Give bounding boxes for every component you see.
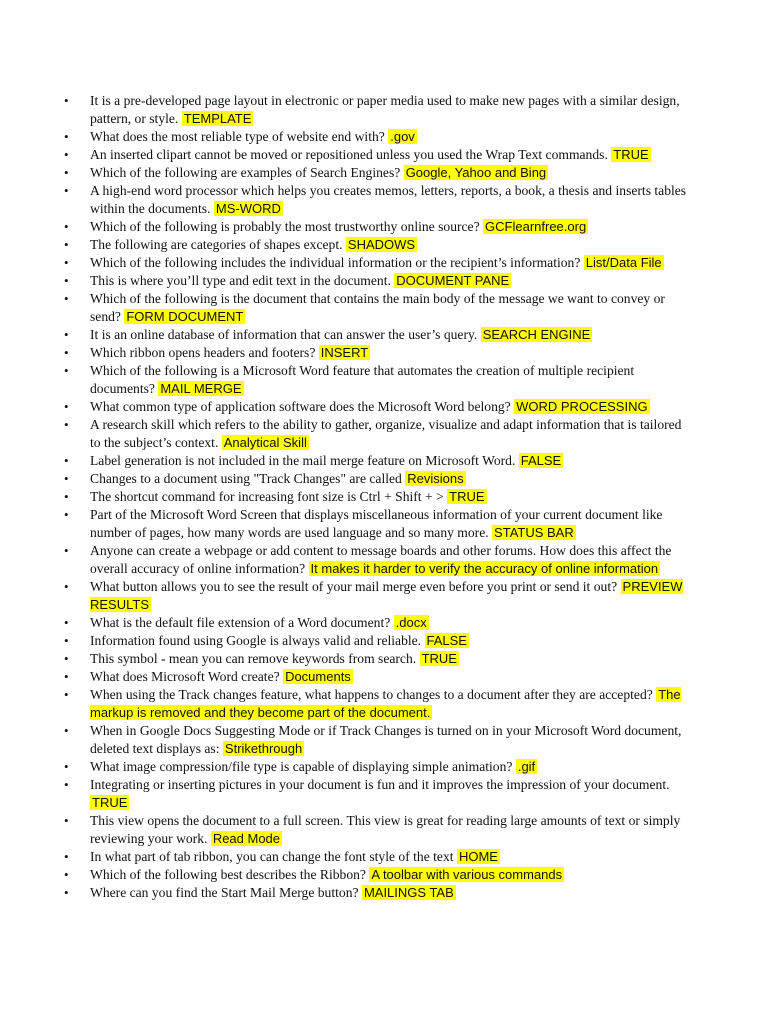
bullet-icon: • [64,399,69,414]
answer-highlight: FORM DOCUMENT [126,309,244,324]
bullet-icon: • [64,543,69,558]
list-item [0,398,768,416]
answer-highlight: TRUE [613,147,649,162]
question-text: Changes to a document using "Track Changes" are called [90,471,402,486]
answer-highlight: .docx [395,615,427,630]
list-item [0,848,768,866]
question-text: Information found using Google is always valid and reliable. [90,633,422,648]
bullet-icon: • [64,615,69,630]
answer-highlight: It makes it harder to verify the accuracy of online information [310,561,659,576]
answer-highlight: MAIL MERGE [160,381,242,396]
list-item [0,218,768,236]
list-item [0,866,768,884]
list-item [0,650,768,668]
answer-highlight: TRUE [421,651,457,666]
question-text: This symbol - mean you can remove keywords from search. [90,651,417,666]
question-text: Anyone can create a webpage or add content to message boards and other forums. How does this affect the overall accuracy of online information? [90,543,672,576]
bullet-icon: • [64,885,69,900]
bullet-icon: • [64,579,69,594]
question-text: Which of the following includes the individual information or the recipient’s information? [90,255,581,270]
bullet-icon: • [64,237,69,252]
list-item [0,128,768,146]
answer-highlight: FALSE [426,633,467,648]
list-item [0,470,768,488]
question-text: Part of the Microsoft Word Screen that displays miscellaneous information of your current document like number of pages, how many words are used language and so many more. [90,507,663,540]
answer-highlight: A toolbar with various commands [371,867,563,882]
question-text: What button allows you to see the result of your mail merge even before you print or send it out? [90,579,618,594]
list-item [0,254,768,272]
list-item [0,668,768,686]
bullet-icon: • [64,255,69,270]
bullet-icon: • [64,471,69,486]
answer-highlight: DOCUMENT PANE [396,273,510,288]
answer-highlight: SEARCH ENGINE [482,327,591,342]
bullet-icon: • [64,777,69,792]
answer-highlight: STATUS BAR [494,525,574,540]
bullet-icon: • [64,687,69,702]
answer-highlight: Analytical Skill [223,435,307,450]
list-item [0,758,768,776]
bullet-icon: • [64,453,69,468]
list-item [0,272,768,290]
answer-highlight: .gif [517,759,536,774]
list-item [0,488,768,506]
list-item [0,776,768,812]
question-text: The shortcut command for increasing font size is Ctrl + Shift + > [90,489,444,504]
question-text: It is an online database of information that can answer the user’s query. [90,327,478,342]
question-text: Which of the following best describes the Ribbon? [90,867,366,882]
bullet-icon: • [64,813,69,828]
question-text: What does Microsoft Word create? [90,669,280,684]
bullet-icon: • [64,291,69,306]
list-item [0,884,768,902]
question-text: In what part of tab ribbon, you can change the font style of the text [90,849,454,864]
qa-list [0,92,768,902]
list-item [0,326,768,344]
list-item [0,290,768,326]
list-item [0,812,768,848]
list-item [0,578,768,614]
question-text: Which of the following is a Microsoft Word feature that automates the creation of multiple recipient documents? [90,363,635,396]
list-item [0,542,768,578]
question-text: The following are categories of shapes except. [90,237,343,252]
answer-highlight: Documents [285,669,351,684]
question-text: It is a pre-developed page layout in electronic or paper media used to make new pages with a similar design, pattern, or style. [90,93,680,126]
question-text: What is the default file extension of a Word document? [90,615,391,630]
answer-highlight: List/Data File [585,255,662,270]
answer-highlight: SHADOWS [347,237,416,252]
question-text: Which of the following are examples of Search Engines? [90,165,401,180]
question-text: When in Google Docs Suggesting Mode or if Track Changes is turned on in your Microsoft Word document, deleted text displays as: [90,723,682,756]
question-text: Which of the following is probably the most trustworthy online source? [90,219,480,234]
question-text: Label generation is not included in the mail merge feature on Microsoft Word. [90,453,516,468]
bullet-icon: • [64,345,69,360]
bullet-icon: • [64,93,69,108]
list-item [0,362,768,398]
answer-highlight: Read Mode [212,831,281,846]
bullet-icon: • [64,147,69,162]
answer-highlight: INSERT [320,345,369,360]
answer-highlight: Google, Yahoo and Bing [405,165,547,180]
answer-highlight: PREVIEW RESULTS [90,579,683,612]
list-item [0,236,768,254]
answer-highlight: MAILINGS TAB [363,885,454,900]
bullet-icon: • [64,867,69,882]
question-text: This is where you’ll type and edit text in the document. [90,273,391,288]
bullet-icon: • [64,129,69,144]
answer-highlight: WORD PROCESSING [516,399,648,414]
answer-highlight: The markup is removed and they become part of the document. [90,687,681,720]
list-item [0,506,768,542]
bullet-icon: • [64,219,69,234]
list-item [0,182,768,218]
answer-highlight: TRUE [449,489,485,504]
answer-highlight: .gov [390,129,415,144]
bullet-icon: • [64,651,69,666]
list-item [0,164,768,182]
answer-highlight: FALSE [520,453,562,468]
bullet-icon: • [64,327,69,342]
question-text: This view opens the document to a full screen. This view is great for reading large amounts of text or simply reviewing your work. [90,813,681,846]
bullet-icon: • [64,489,69,504]
list-item [0,452,768,470]
bullet-icon: • [64,849,69,864]
bullet-icon: • [64,723,69,738]
bullet-icon: • [64,183,69,198]
question-text: Which ribbon opens headers and footers? [90,345,316,360]
answer-highlight: TEMPLATE [183,111,252,126]
list-item [0,344,768,362]
list-item [0,686,768,722]
bullet-icon: • [64,669,69,684]
list-item [0,416,768,452]
list-item [0,614,768,632]
answer-highlight: Revisions [407,471,464,486]
question-text: Where can you find the Start Mail Merge button? [90,885,359,900]
list-item [0,722,768,758]
list-item [0,92,768,128]
bullet-icon: • [64,273,69,288]
question-text: Which of the following is the document that contains the main body of the message we want to convey or send? [90,291,665,324]
answer-highlight: MS-WORD [215,201,281,216]
question-text: What common type of application software does the Microsoft Word belong? [90,399,511,414]
question-text: An inserted clipart cannot be moved or repositioned unless you used the Wrap Text commands. [90,147,608,162]
list-item [0,632,768,650]
question-text: When using the Track changes feature, what happens to changes to a document after they are accepted? [90,687,653,702]
bullet-icon: • [64,759,69,774]
bullet-icon: • [64,165,69,180]
question-text: A high-end word processor which helps you creates memos, letters, reports, a book, a thesis and inserts tables within the documents. [90,183,687,216]
answer-highlight: TRUE [92,795,128,810]
bullet-icon: • [64,417,69,432]
question-text: What does the most reliable type of website end with? [90,129,385,144]
list-item [0,146,768,164]
answer-highlight: HOME [458,849,498,864]
question-text: What image compression/file type is capable of displaying simple animation? [90,759,513,774]
question-text: Integrating or inserting pictures in your document is fun and it improves the impression of your document. [90,777,670,792]
question-text: A research skill which refers to the ability to gather, organize, visualize and adapt information that is tailored to the subject’s context. [90,417,682,450]
bullet-icon: • [64,507,69,522]
answer-highlight: GCFlearnfree.org [485,219,587,234]
bullet-icon: • [64,633,69,648]
answer-highlight: Strikethrough [224,741,303,756]
bullet-icon: • [64,363,69,378]
